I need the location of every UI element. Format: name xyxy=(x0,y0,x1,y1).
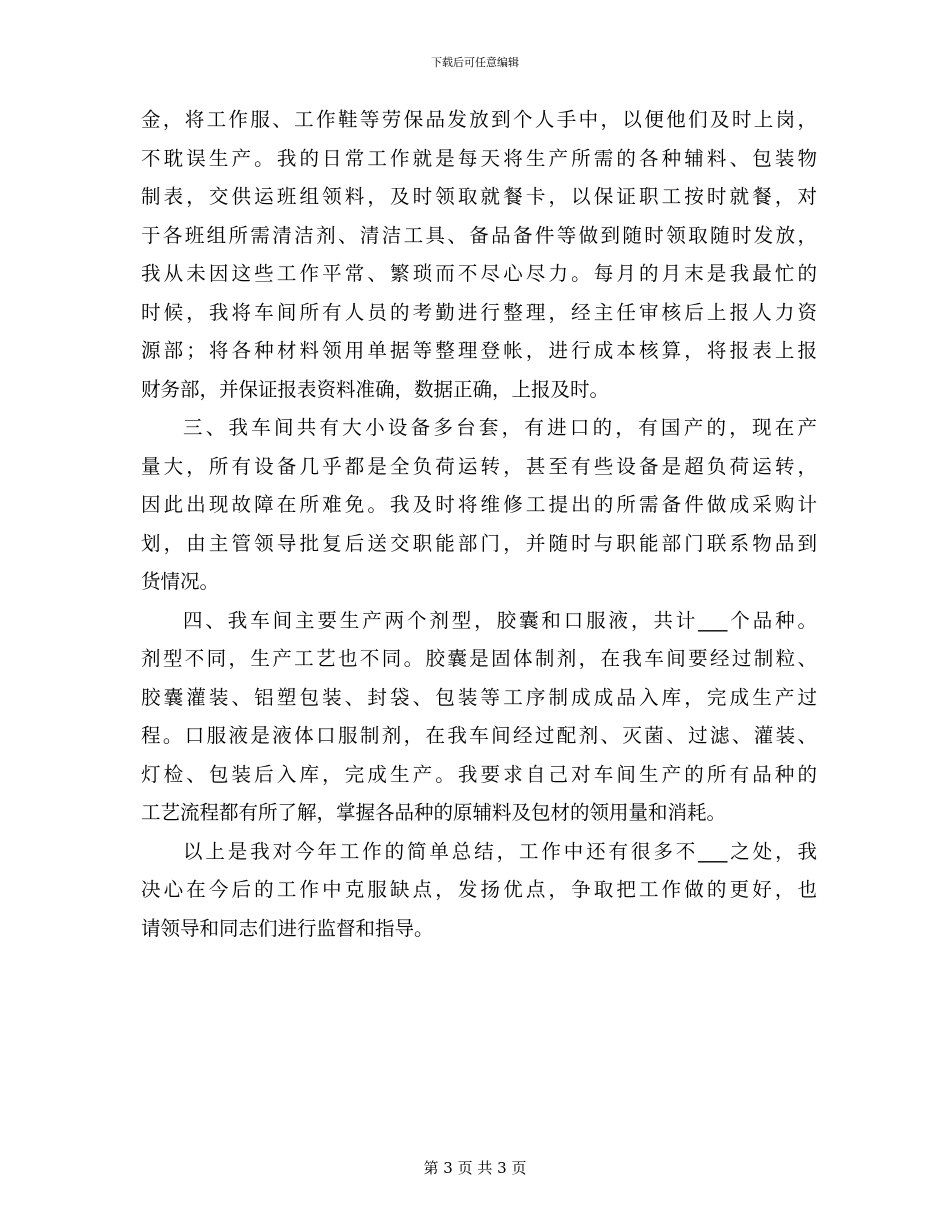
text-line: 划，由主管领导批复后送交职能部门，并随时与职能部门联系物品到 xyxy=(141,531,817,555)
text-line: 货情况。 xyxy=(141,570,220,593)
page-number-footer: 第 3 页 共 3 页 xyxy=(423,1159,527,1177)
page-header-note: 下载后可任意编辑 xyxy=(431,56,519,69)
text-line: 决心在今后的工作中克服缺点，发扬优点，争取把工作做的更好，也 xyxy=(141,878,817,901)
text-line: 金，将工作服、工作鞋等劳保品发放到个人手中，以便他们及时上岗， xyxy=(141,108,817,131)
text-line: 以上是我对今年工作的简单总结，工作中还有很多不___之处，我 xyxy=(183,839,817,863)
text-line: 源部；将各种材料领用单据等整理登帐，进行成本核算，将报表上报 xyxy=(141,339,817,362)
text-line: 财务部，并保证报表资料准确，数据正确，上报及时。 xyxy=(141,377,610,401)
text-line: 四、我车间主要生产两个剂型，胶囊和口服液，共计___个品种。 xyxy=(183,608,817,632)
text-line: 我从未因这些工作平常、繁琐而不尽心尽力。每月的月末是我最忙的 xyxy=(141,262,817,285)
text-line: 量大，所有设备几乎都是全负荷运转，甚至有些设备是超负荷运转， xyxy=(141,454,817,478)
document-body xyxy=(141,103,817,950)
paragraph-2 xyxy=(141,411,817,598)
text-line: 工艺流程都有所了解，掌握各品种的原辅料及包材的领用量和消耗。 xyxy=(141,801,727,824)
text-line: 制表，交供运班组领料，及时领取就餐卡，以保证职工按时就餐，对 xyxy=(141,185,817,208)
text-line: 不耽误生产。我的日常工作就是每天将生产所需的各种辅料、包装物 xyxy=(141,146,817,170)
text-line: 剂型不同，生产工艺也不同。胶囊是固体制剂，在我车间要经过制粒、 xyxy=(141,647,817,670)
paragraph-3 xyxy=(141,604,817,830)
text-line: 胶囊灌装、铝塑包装、封袋、包装等工序制成成品入库，完成生产过 xyxy=(141,685,817,709)
text-line: 于各班组所需清洁剂、清洁工具、备品备件等做到随时领取随时发放， xyxy=(141,223,817,247)
text-line: 时候，我将车间所有人员的考勤进行整理，经主任审核后上报人力资 xyxy=(141,300,817,324)
text-line: 因此出现故障在所难免。我及时将维修工提出的所需备件做成采购计 xyxy=(141,493,817,516)
paragraph-1 xyxy=(141,103,817,406)
paragraph-4 xyxy=(141,835,817,945)
text-line: 三、我车间共有大小设备多台套，有进口的，有国产的，现在产 xyxy=(183,416,817,439)
text-line: 灯检、包装后入库，完成生产。我要求自己对车间生产的所有品种的 xyxy=(141,762,817,786)
text-line: 程。口服液是液体口服制剂，在我车间经过配剂、灭菌、过滤、灌装、 xyxy=(141,724,817,747)
text-line: 请领导和同志们进行监督和指导。 xyxy=(141,916,434,940)
